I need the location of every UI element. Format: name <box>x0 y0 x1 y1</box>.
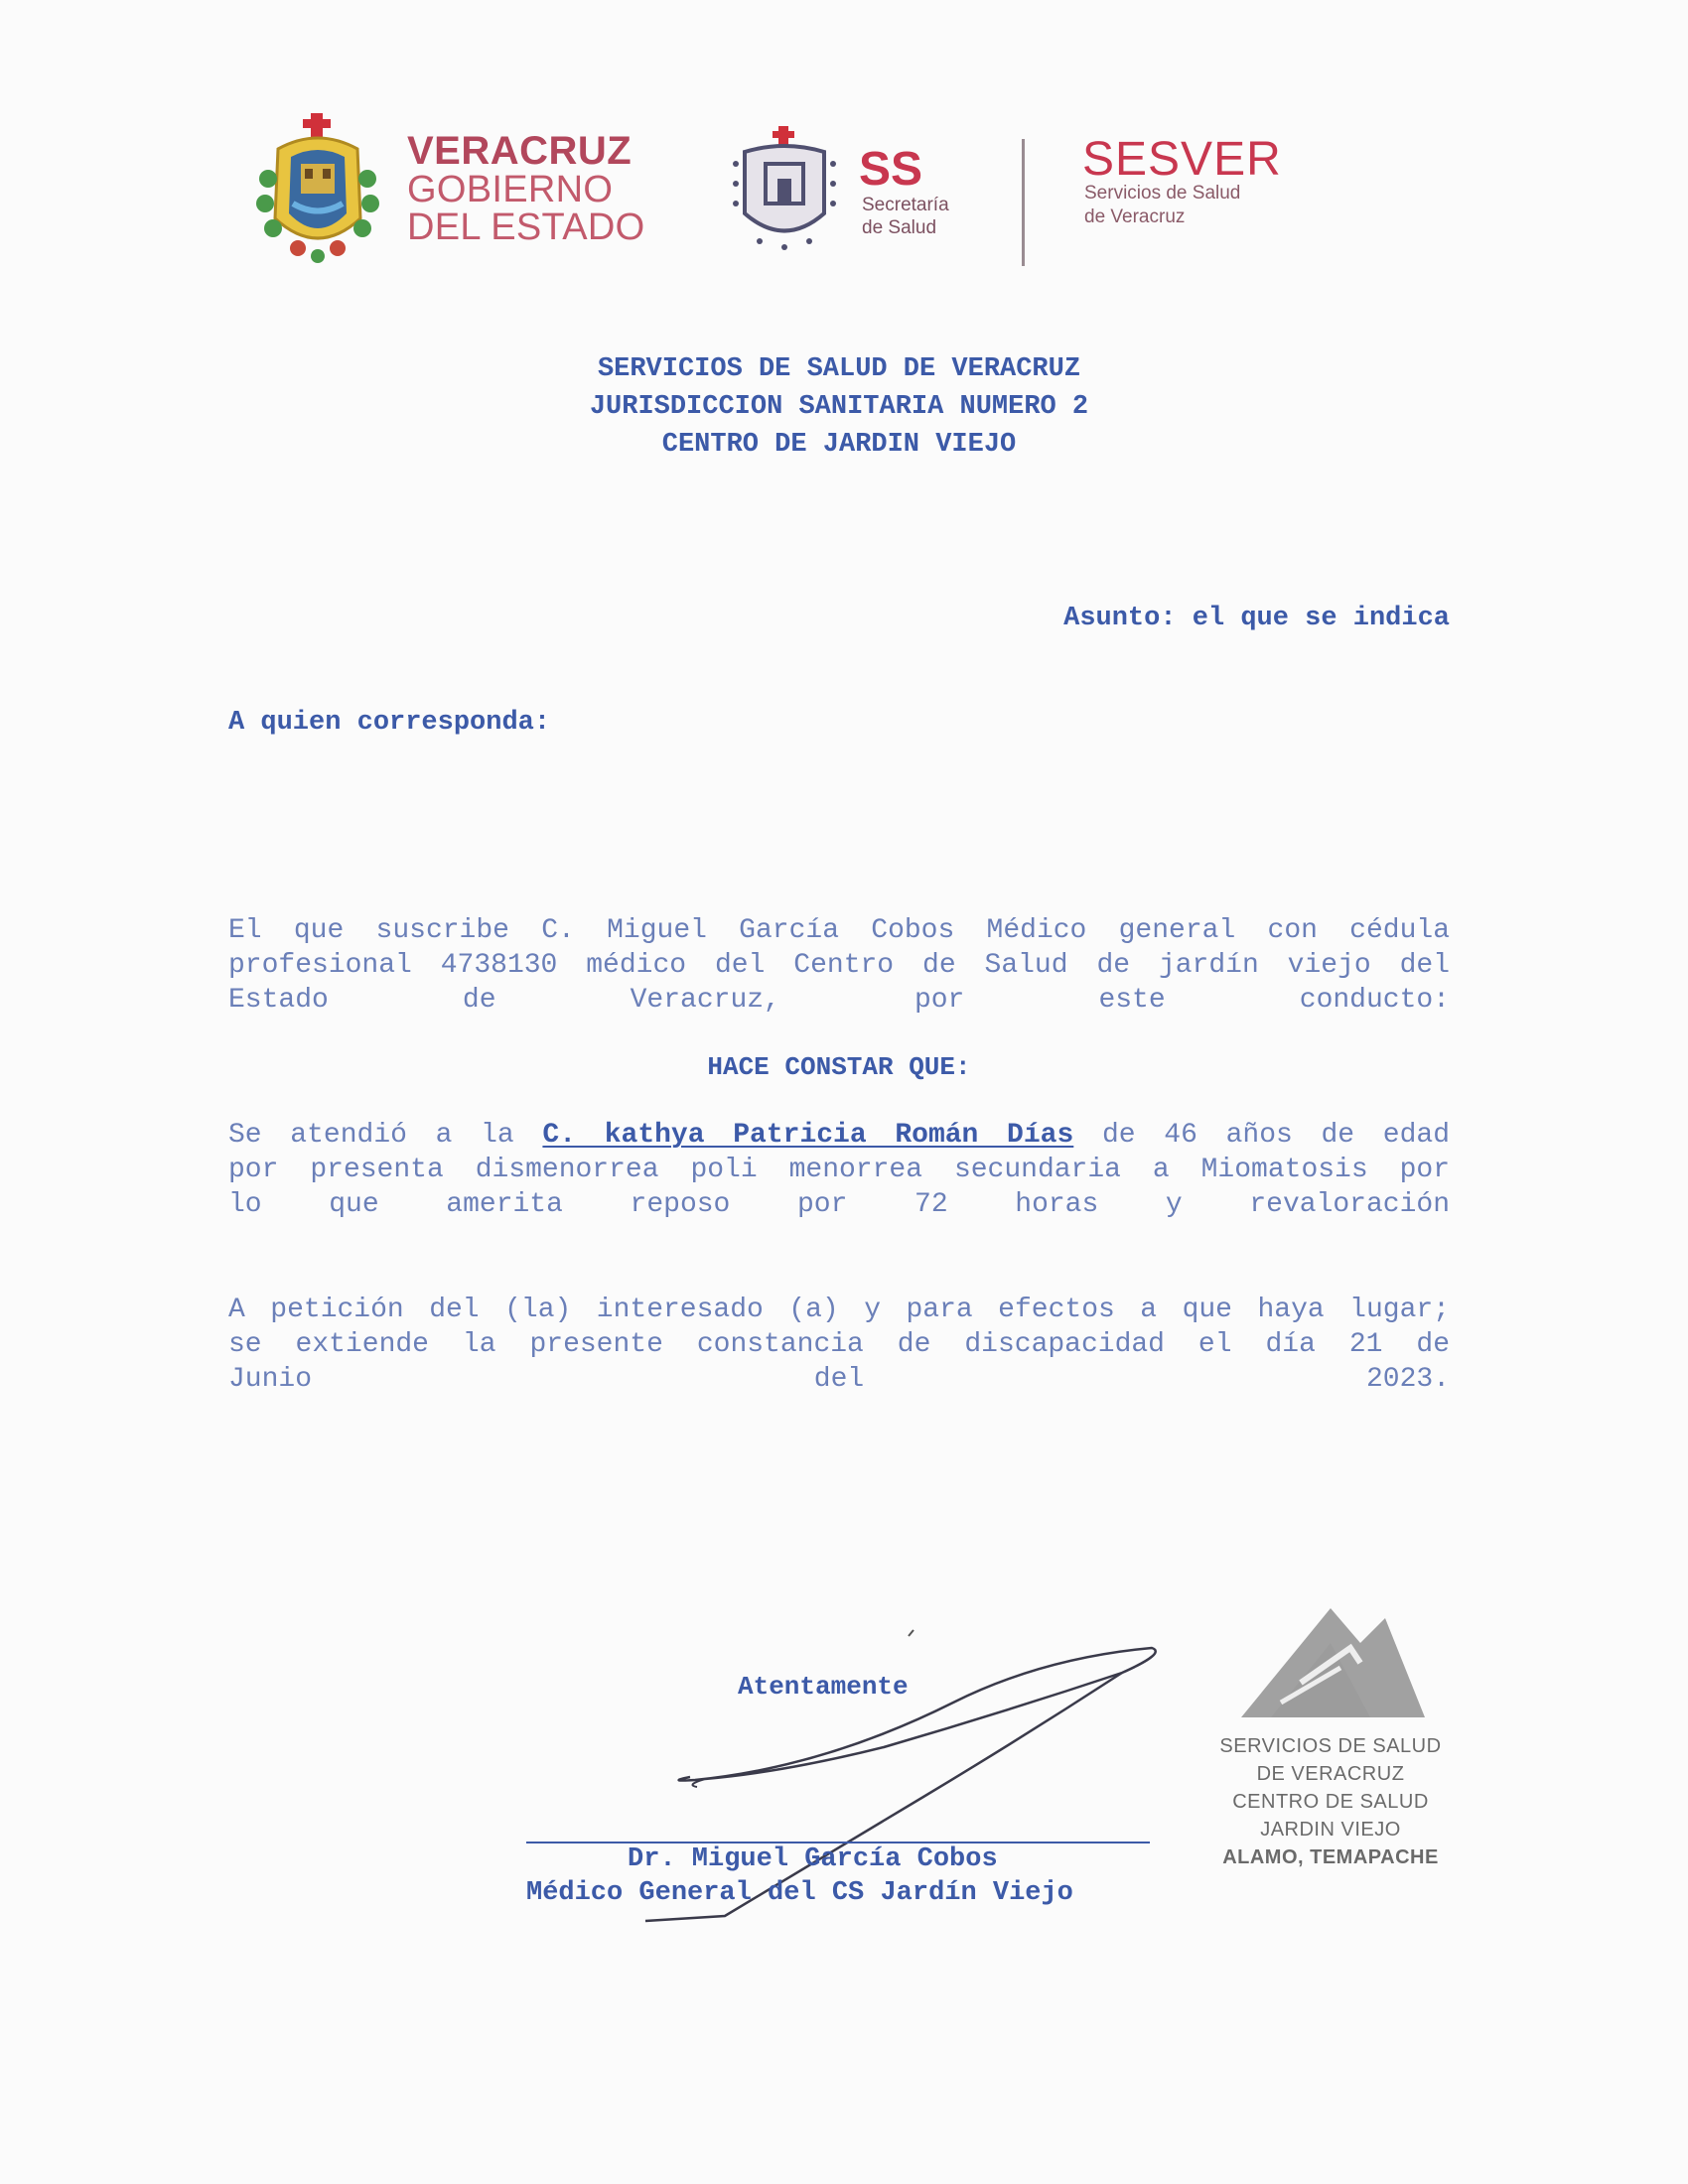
sesver-abbr: SESVER <box>1082 133 1282 186</box>
body-line1-prefix: Se atendió a la <box>228 1120 514 1151</box>
closing-paragraph <box>228 1293 1450 1397</box>
intro-paragraph <box>228 913 1450 1018</box>
atentamente-label: Atentamente <box>738 1672 909 1702</box>
stamp-line4: JARDIN VIEJO <box>1260 1819 1401 1841</box>
title-line2: JURISDICCION SANITARIA NUMERO 2 <box>589 392 1089 422</box>
ss-subtitle <box>862 195 949 240</box>
ss-emblem-logo <box>730 124 839 253</box>
stamp-text <box>1211 1732 1450 1871</box>
stamp-line2: DE VERACRUZ <box>1256 1763 1405 1785</box>
veracruz-line2: GOBIERNO <box>407 169 614 210</box>
title-line3: CENTRO DE JARDIN VIEJO <box>661 430 1017 460</box>
signer-position: Médico General del CS Jardín Viejo <box>526 1878 1073 1908</box>
stamp-line5: ALAMO, TEMAPACHE <box>1222 1846 1439 1868</box>
intro-line3: Estado de Veracruz, por este conducto: <box>228 985 1450 1016</box>
ss-abbr: SS <box>859 143 923 196</box>
salutation: A quien corresponda: <box>228 708 551 738</box>
body-line1 <box>228 1118 1450 1153</box>
patient-name: C. kathya Patricia Román Días <box>542 1120 1074 1151</box>
ss-line2: de Salud <box>862 216 937 238</box>
signature-line <box>526 1842 1150 1843</box>
subject-line: Asunto: el que se indica <box>1063 604 1450 633</box>
veracruz-line1: VERACRUZ <box>407 129 633 173</box>
intro-line2: profesional 4738130 médico del Centro de Salud de jardín viejo del <box>228 950 1450 981</box>
veracruz-line3: DEL ESTADO <box>407 206 645 248</box>
stamp-line3: CENTRO DE SALUD <box>1232 1791 1429 1813</box>
sesver-subtitle <box>1084 182 1240 229</box>
closing-line1: A petición del (la) interesado (a) y para efectos a que haya lugar; <box>228 1295 1450 1325</box>
closing-line3: Junio del 2023. <box>228 1364 1450 1395</box>
title-line1: SERVICIOS DE SALUD DE VERACRUZ <box>597 354 1081 384</box>
official-stamp <box>1211 1588 1450 1866</box>
sesver-line1: Servicios de Salud <box>1084 183 1241 204</box>
ss-line1: Secretaría <box>862 195 949 215</box>
body-paragraph <box>228 1118 1450 1222</box>
stamp-line1: SERVICIOS DE SALUD <box>1219 1735 1442 1757</box>
body-line2: por presenta dismenorrea poli menorrea secundaria a Miomatosis por <box>228 1155 1450 1185</box>
veracruz-logo-text <box>407 131 645 246</box>
body-line3: lo que amerita reposo por 72 horas y revaloración <box>228 1189 1450 1220</box>
stamp-mountain-icon <box>1211 1588 1450 1727</box>
hace-constar-heading: HACE CONSTAR QUE: <box>707 1052 971 1082</box>
veracruz-crest-logo <box>253 109 382 268</box>
closing-line2: se extiende la presente constancia de discapacidad el día 21 de <box>228 1329 1450 1360</box>
header-divider <box>1022 139 1025 266</box>
intro-line1: El que suscribe C. Miguel García Cobos Médico general con cédula <box>228 915 1450 946</box>
signer-name: Dr. Miguel García Cobos <box>628 1844 998 1874</box>
sesver-line2: de Veracruz <box>1084 205 1186 227</box>
body-line1-suffix: de 46 años de edad <box>1101 1120 1451 1151</box>
